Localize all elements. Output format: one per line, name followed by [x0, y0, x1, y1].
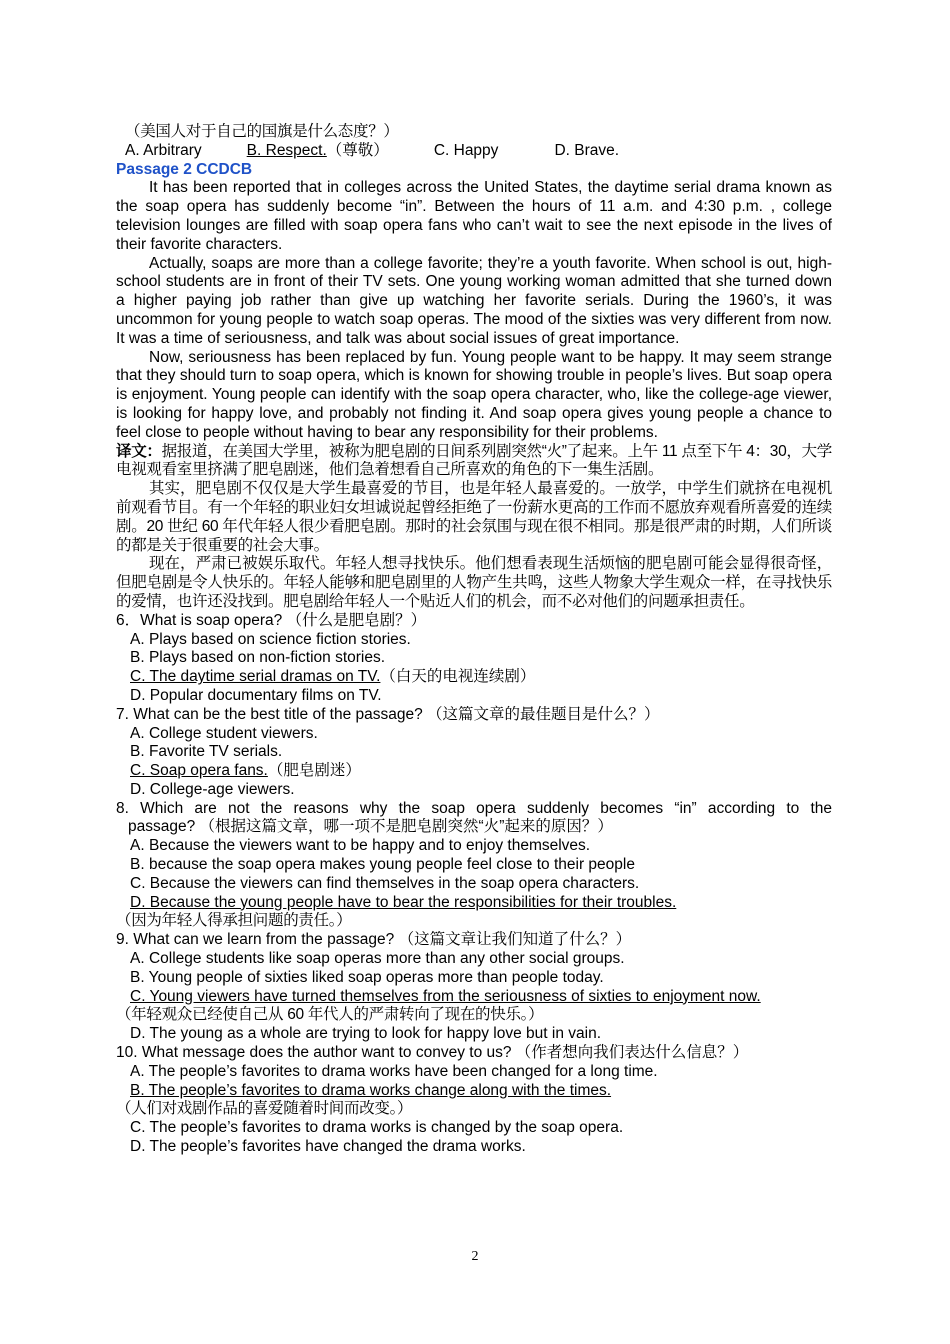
question-6-stem: 6．What is soap opera? （什么是肥皂剧？） [116, 611, 427, 629]
question-8-answer: D. Because the young people have to bear the responsibilities for their troubles. [130, 893, 677, 911]
translation-text-1: 据报道，在美国大学里，被称为肥皂剧的日间系列剧突然“火”了起来。上午 11 点至下午 4：30，大学电视观看室里挤满了肥皂剧迷，他们急着想看自己所喜欢的角色的下一集生活剧。 [116, 442, 832, 479]
passage-paragraph-3: Now, seriousness has been replaced by fun. Young people want to be happy. It may seem strange that they should turn to soap opera, which is known for showing trouble in people’s lives. But soap opera is enjoyment. Young people can identify with the soap opera character, who, like the college-age viewer, is looking for happy love, and probably not finding it. And soap opera gives young people a chance to feel close to people without having to bear any responsibility for their problems. [116, 348, 832, 441]
previous-question-options [116, 142, 832, 161]
question-8-stem-line-1: 8. Which are not the reasons why the soap opera suddenly becomes “in” according to the [116, 799, 832, 817]
question-8-answer-cn: （因为年轻人得承担问题的责任。） [116, 912, 352, 930]
question-6-answer-cn: （白天的电视连续剧） [380, 668, 536, 686]
question-7-answer-cn: （肥皂剧迷） [267, 762, 361, 780]
translation-paragraph-1 [116, 443, 832, 481]
question-8-option-a: A. Because the viewers want to be happy and to enjoy themselves. [130, 837, 591, 855]
question-9-option-a: A. College students like soap operas more than any other social groups. [130, 950, 625, 968]
question-6-option-d: D. Popular documentary films on TV. [130, 686, 382, 704]
question-9-stem: 9. What can we learn from the passage? （这篇文章让我们知道了什么？） [116, 931, 632, 949]
question-10-option-a: A. The people’s favorites to drama works have been changed for a long time. [130, 1062, 658, 1080]
question-7-option-b: B. Favorite TV serials. [130, 743, 283, 761]
question-7-option-c [116, 762, 832, 781]
question-10-answer-cn: （人们对戏剧作品的喜爱随着时间而改变。） [116, 1100, 413, 1118]
page-number: 2 [471, 1249, 479, 1264]
translation-label: 译文： [116, 442, 162, 460]
option-d: D. Brave. [554, 141, 620, 159]
option-c: C. Happy [433, 141, 499, 159]
question-8-stem-line-2: passage? （根据这篇文章，哪一项不是肥皂剧突然“火”起来的原因？） [128, 818, 613, 836]
question-10-stem: 10. What message does the author want to convey to us? （作者想向我们表达什么信息？） [116, 1044, 749, 1062]
question-10-answer: B. The people’s favorites to drama works change along with the times. [130, 1081, 612, 1099]
passage-paragraph-1: It has been reported that in colleges across the United States, the daytime serial drama known as the soap opera has suddenly become “in”. Between the hours of 11 a.m. and 4:30 p.m. , college television lounges are filled with soap opera fans who can’t wait to see the next episode in the lives of their favorite characters. [116, 179, 832, 253]
previous-question-cn: （美国人对于自己的国旗是什么态度？） [125, 123, 399, 140]
question-10-option-d: D. The people’s favorites have changed the drama works. [130, 1138, 526, 1156]
translation-paragraph-3: 现在，严肃已被娱乐取代。年轻人想寻找快乐。他们想看表现生活烦恼的肥皂剧可能会显得很奇怪，但肥皂剧是令人快乐的。年轻人能够和肥皂剧里的人物产生共鸣，这些人物象大学生观众一样，在寻找快乐的爱情，也许还没找到。肥皂剧给年轻人一个贴近人们的机会，而不必对他们的问题承担责任。 [116, 555, 832, 610]
question-8-option-c: C. Because the viewers can find themselves in the soap opera characters. [130, 874, 640, 892]
question-10-option-c: C. The people’s favorites to drama works is changed by the soap opera. [130, 1119, 624, 1137]
option-a: A. Arbitrary [125, 141, 202, 159]
question-7-option-a: A. College student viewers. [130, 724, 318, 742]
question-6-option-b: B. Plays based on non-fiction stories. [130, 649, 386, 667]
question-7-stem: 7. What can be the best title of the passage? （这篇文章的最佳题目是什么？） [116, 705, 660, 723]
question-7-option-d: D. College-age viewers. [130, 780, 295, 798]
translation-paragraph-2: 其实，肥皂剧不仅仅是大学生最喜爱的节目，也是年轻人最喜爱的。一放学，中学生们就挤在电视机前观看节目。有一个年轻的职业妇女坦诚说起曾经拒绝了一份薪水更高的工作而不愿放弃观看所喜爱的连续剧。20 世纪 60 年代年轻人很少看肥皂剧。那时的社会氛围与现在很不相同。那是很严肃的时期，人们所谈的都是关于很重要的社会大事。 [116, 480, 832, 554]
question-9-answer: C. Young viewers have turned themselves from the seriousness of sixties to enjoyment now. [130, 987, 761, 1005]
option-b-answer: B. Respect. [246, 141, 327, 159]
question-6-option-c [116, 668, 832, 687]
option-b-cn: （尊敬） [326, 141, 389, 159]
passage-title: Passage 2 CCDCB [116, 160, 253, 178]
question-7-answer: C. Soap opera fans. [130, 762, 268, 780]
question-8-option-b: B. because the soap opera makes young people feel close to their people [130, 856, 635, 874]
page-content [116, 123, 832, 1157]
question-6-answer: C. The daytime serial dramas on TV. [130, 668, 381, 686]
passage-paragraph-2: Actually, soaps are more than a college favorite; they’re a youth favorite. When school is out, high-school students are in front of their TV sets. One young working woman admitted that she turned down a higher paying job rather than give up watching her favorite serials. During the 1960’s, it was uncommon for young people to watch soap operas. The mood of the sixties was very different from now. It was a time of seriousness, and talk was about social issues of great importance. [116, 254, 832, 347]
question-9-option-b: B. Young people of sixties liked soap operas more than people today. [130, 968, 604, 986]
question-6-option-a: A. Plays based on science fiction stories. [130, 630, 411, 648]
question-9-answer-cn: （年轻观众已经使自己从 60 年代人的严肃转向了现在的快乐。） [116, 1006, 544, 1024]
question-9-option-d: D. The young as a whole are trying to look for happy love but in vain. [130, 1025, 602, 1043]
